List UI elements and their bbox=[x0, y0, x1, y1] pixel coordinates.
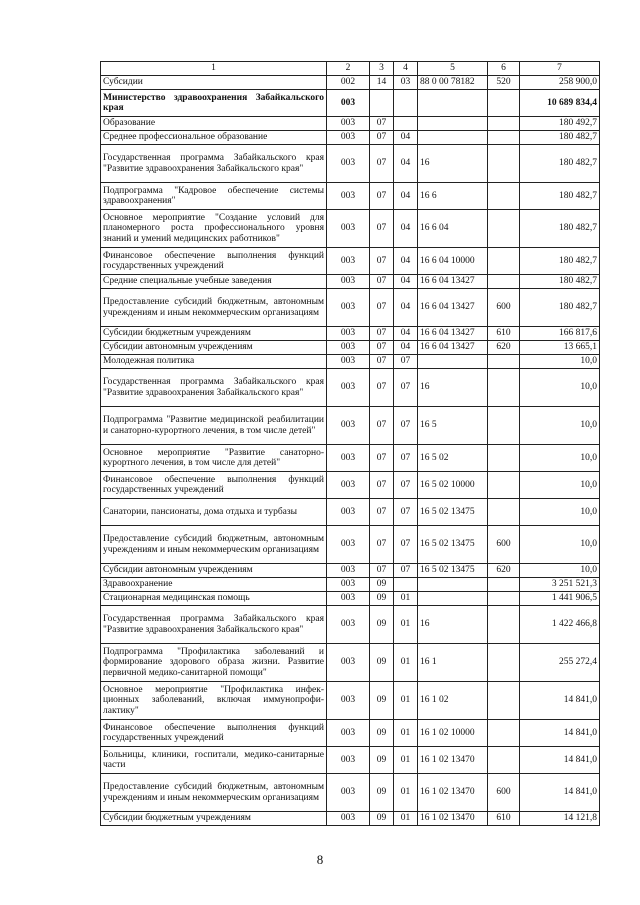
table-row bbox=[101, 289, 600, 327]
amount-cell: 10,0 bbox=[520, 407, 600, 445]
subsection-code-cell: 07 bbox=[394, 564, 418, 578]
table-row bbox=[101, 578, 600, 592]
admin-code-cell: 003 bbox=[327, 720, 370, 747]
amount-cell: 14 121,8 bbox=[520, 812, 600, 826]
expense-type-cell: 520 bbox=[488, 76, 520, 90]
target-article-cell: 16 5 bbox=[418, 407, 488, 445]
section-code-cell: 07 bbox=[370, 210, 394, 248]
admin-code-cell: 003 bbox=[327, 564, 370, 578]
section-code-cell: 07 bbox=[370, 117, 394, 131]
table-row bbox=[101, 472, 600, 499]
table-row bbox=[101, 183, 600, 210]
expense-type-cell bbox=[488, 747, 520, 774]
table-row bbox=[101, 720, 600, 747]
amount-cell: 10,0 bbox=[520, 564, 600, 578]
admin-code-cell: 003 bbox=[327, 327, 370, 341]
table-row bbox=[101, 131, 600, 145]
section-code-cell: 07 bbox=[370, 341, 394, 355]
table-row bbox=[101, 248, 600, 275]
item-name-cell: Здравоохранение bbox=[101, 578, 327, 592]
section-code-cell: 07 bbox=[370, 407, 394, 445]
section-code-cell: 07 bbox=[370, 564, 394, 578]
subsection-code-cell: 04 bbox=[394, 131, 418, 145]
target-article-cell: 16 6 bbox=[418, 183, 488, 210]
section-code-cell: 07 bbox=[370, 183, 394, 210]
table-row bbox=[101, 526, 600, 564]
amount-cell: 1 441 906,5 bbox=[520, 592, 600, 606]
item-name-cell: Подпрограмма "Профилактика заболеваний и формирование здорового образа жизни. Развитие первичной медико-санитарной помощи" bbox=[101, 644, 327, 682]
expense-type-cell bbox=[488, 592, 520, 606]
amount-cell: 180 482,7 bbox=[520, 131, 600, 145]
expense-type-cell bbox=[488, 682, 520, 720]
subsection-code-cell: 07 bbox=[394, 369, 418, 407]
target-article-cell: 16 1 02 bbox=[418, 682, 488, 720]
target-article-cell: 16 6 04 bbox=[418, 210, 488, 248]
admin-code-cell: 003 bbox=[327, 183, 370, 210]
item-name-cell: Финансовое обеспечение выполнения функций государственных учреждений bbox=[101, 248, 327, 275]
target-article-cell bbox=[418, 131, 488, 145]
section-code-cell: 09 bbox=[370, 592, 394, 606]
table-row bbox=[101, 369, 600, 407]
target-article-cell: 16 bbox=[418, 369, 488, 407]
admin-code-cell: 003 bbox=[327, 369, 370, 407]
item-name-cell: Предоставление субсидий бюджетным, автономным учреждениям и иным некоммерческим организациям bbox=[101, 774, 327, 812]
subsection-code-cell: 04 bbox=[394, 248, 418, 275]
section-code-cell: 07 bbox=[370, 369, 394, 407]
page-number: 8 bbox=[316, 852, 324, 867]
target-article-cell: 16 6 04 10000 bbox=[418, 248, 488, 275]
admin-code-cell: 003 bbox=[327, 248, 370, 275]
table-row bbox=[101, 145, 600, 183]
subsection-code-cell: 07 bbox=[394, 445, 418, 472]
target-article-cell bbox=[418, 578, 488, 592]
target-article-cell: 16 bbox=[418, 606, 488, 644]
amount-cell: 255 272,4 bbox=[520, 644, 600, 682]
expense-type-cell bbox=[488, 210, 520, 248]
section-code-cell: 07 bbox=[370, 289, 394, 327]
section-code-cell: 09 bbox=[370, 606, 394, 644]
table-row bbox=[101, 774, 600, 812]
table-row bbox=[101, 275, 600, 289]
subsection-code-cell: 01 bbox=[394, 644, 418, 682]
expense-type-cell bbox=[488, 117, 520, 131]
section-code-cell: 09 bbox=[370, 812, 394, 826]
expense-type-cell bbox=[488, 644, 520, 682]
header-cell: 4 bbox=[394, 62, 418, 76]
item-name-cell: Предоставление субсидий бюджетным, автономным учреждениям и иным некоммерческим организациям bbox=[101, 526, 327, 564]
section-code-cell: 07 bbox=[370, 131, 394, 145]
target-article-cell: 16 1 02 10000 bbox=[418, 720, 488, 747]
expense-type-cell: 600 bbox=[488, 289, 520, 327]
table-row bbox=[101, 117, 600, 131]
expense-type-cell bbox=[488, 369, 520, 407]
item-name-cell: Образование bbox=[101, 117, 327, 131]
item-name-cell: Предоставление субсидий бюджетным, автономным учреждениям и иным некоммерческим организациям bbox=[101, 289, 327, 327]
subsection-code-cell: 04 bbox=[394, 210, 418, 248]
item-name-cell: Государственная программа Забайкальского края "Развитие здравоохранения Забайкальского края" bbox=[101, 606, 327, 644]
item-name-cell: Основное мероприятие "Профилактика инфекционных заболеваний, включая иммунопрофилактику" bbox=[101, 682, 327, 720]
subsection-code-cell: 07 bbox=[394, 407, 418, 445]
table-row bbox=[101, 499, 600, 526]
admin-code-cell: 003 bbox=[327, 90, 370, 117]
expense-type-cell bbox=[488, 578, 520, 592]
target-article-cell: 16 5 02 bbox=[418, 445, 488, 472]
amount-cell: 180 492,7 bbox=[520, 117, 600, 131]
subsection-code-cell bbox=[394, 578, 418, 592]
amount-cell: 3 251 521,3 bbox=[520, 578, 600, 592]
expense-type-cell: 600 bbox=[488, 774, 520, 812]
admin-code-cell: 003 bbox=[327, 355, 370, 369]
amount-cell: 10,0 bbox=[520, 369, 600, 407]
expense-type-cell: 610 bbox=[488, 812, 520, 826]
admin-code-cell: 003 bbox=[327, 578, 370, 592]
subsection-code-cell bbox=[394, 90, 418, 117]
admin-code-cell: 003 bbox=[327, 341, 370, 355]
expense-type-cell bbox=[488, 145, 520, 183]
item-name-cell: Министерство здравоохранения Забайкальского края bbox=[101, 90, 327, 117]
subsection-code-cell: 01 bbox=[394, 682, 418, 720]
item-name-cell: Субсидии bbox=[101, 76, 327, 90]
item-name-cell: Среднее профессиональное образование bbox=[101, 131, 327, 145]
table-row bbox=[101, 210, 600, 248]
admin-code-cell: 003 bbox=[327, 747, 370, 774]
table-row bbox=[101, 407, 600, 445]
header-cell: 5 bbox=[418, 62, 488, 76]
amount-cell: 180 482,7 bbox=[520, 289, 600, 327]
amount-cell: 10 689 834,4 bbox=[520, 90, 600, 117]
amount-cell: 166 817,6 bbox=[520, 327, 600, 341]
header-cell: 1 bbox=[101, 62, 327, 76]
admin-code-cell: 003 bbox=[327, 682, 370, 720]
item-name-cell: Молодежная политика bbox=[101, 355, 327, 369]
section-code-cell: 09 bbox=[370, 747, 394, 774]
header-row bbox=[101, 62, 600, 76]
table-row bbox=[101, 747, 600, 774]
target-article-cell bbox=[418, 355, 488, 369]
item-name-cell: Больницы, клиники, госпитали, медико-санитарные части bbox=[101, 747, 327, 774]
amount-cell: 10,0 bbox=[520, 472, 600, 499]
budget-table bbox=[100, 61, 600, 826]
section-code-cell: 07 bbox=[370, 355, 394, 369]
subsection-code-cell: 07 bbox=[394, 499, 418, 526]
admin-code-cell: 003 bbox=[327, 644, 370, 682]
expense-type-cell bbox=[488, 499, 520, 526]
item-name-cell: Субсидии бюджетным учреждениям bbox=[101, 812, 327, 826]
amount-cell: 180 482,7 bbox=[520, 210, 600, 248]
expense-type-cell bbox=[488, 720, 520, 747]
expense-type-cell: 610 bbox=[488, 327, 520, 341]
expense-type-cell bbox=[488, 131, 520, 145]
table-row bbox=[101, 445, 600, 472]
table-row bbox=[101, 644, 600, 682]
header-cell: 2 bbox=[327, 62, 370, 76]
subsection-code-cell: 04 bbox=[394, 275, 418, 289]
expense-type-cell bbox=[488, 90, 520, 117]
table-row bbox=[101, 606, 600, 644]
admin-code-cell: 003 bbox=[327, 606, 370, 644]
subsection-code-cell bbox=[394, 117, 418, 131]
section-code-cell: 07 bbox=[370, 145, 394, 183]
section-code-cell: 07 bbox=[370, 248, 394, 275]
subsection-code-cell: 07 bbox=[394, 355, 418, 369]
subsection-code-cell: 04 bbox=[394, 183, 418, 210]
admin-code-cell: 003 bbox=[327, 131, 370, 145]
expense-type-cell: 620 bbox=[488, 341, 520, 355]
subsection-code-cell: 01 bbox=[394, 606, 418, 644]
subsection-code-cell: 01 bbox=[394, 747, 418, 774]
header-cell: 3 bbox=[370, 62, 394, 76]
admin-code-cell: 003 bbox=[327, 289, 370, 327]
amount-cell: 14 841,0 bbox=[520, 682, 600, 720]
section-code-cell: 09 bbox=[370, 774, 394, 812]
subsection-code-cell: 03 bbox=[394, 76, 418, 90]
amount-cell: 180 482,7 bbox=[520, 183, 600, 210]
subsection-code-cell: 01 bbox=[394, 592, 418, 606]
amount-cell: 14 841,0 bbox=[520, 747, 600, 774]
target-article-cell: 16 6 04 13427 bbox=[418, 289, 488, 327]
table-row bbox=[101, 76, 600, 90]
item-name-cell: Подпрограмма "Развитие медицинской реабилитации и санаторно-курортного лечения, в том числе детей" bbox=[101, 407, 327, 445]
expense-type-cell bbox=[488, 445, 520, 472]
table-row bbox=[101, 812, 600, 826]
expense-type-cell bbox=[488, 355, 520, 369]
item-name-cell: Субсидии автономным учреждениям bbox=[101, 564, 327, 578]
target-article-cell: 16 6 04 13427 bbox=[418, 341, 488, 355]
target-article-cell: 88 0 00 78182 bbox=[418, 76, 488, 90]
item-name-cell: Средние специальные учебные заведения bbox=[101, 275, 327, 289]
subsection-code-cell: 07 bbox=[394, 472, 418, 499]
subsection-code-cell: 04 bbox=[394, 341, 418, 355]
item-name-cell: Подпрограмма "Кадровое обеспечение системы здравоохранения" bbox=[101, 183, 327, 210]
section-code-cell: 09 bbox=[370, 644, 394, 682]
item-name-cell: Основное мероприятие "Развитие санаторно-курортного лечения, в том числе для детей" bbox=[101, 445, 327, 472]
table-row bbox=[101, 355, 600, 369]
section-code-cell: 09 bbox=[370, 682, 394, 720]
admin-code-cell: 003 bbox=[327, 210, 370, 248]
admin-code-cell: 003 bbox=[327, 499, 370, 526]
subsection-code-cell: 07 bbox=[394, 526, 418, 564]
section-code-cell: 07 bbox=[370, 445, 394, 472]
amount-cell: 258 900,0 bbox=[520, 76, 600, 90]
amount-cell: 10,0 bbox=[520, 526, 600, 564]
table-row bbox=[101, 327, 600, 341]
table-row bbox=[101, 682, 600, 720]
expense-type-cell bbox=[488, 472, 520, 499]
target-article-cell: 16 6 04 13427 bbox=[418, 275, 488, 289]
amount-cell: 10,0 bbox=[520, 445, 600, 472]
section-code-cell: 07 bbox=[370, 526, 394, 564]
amount-cell: 10,0 bbox=[520, 499, 600, 526]
target-article-cell bbox=[418, 117, 488, 131]
target-article-cell: 16 1 02 13470 bbox=[418, 812, 488, 826]
item-name-cell: Государственная программа Забайкальского края "Развитие здравоохранения Забайкальского края" bbox=[101, 369, 327, 407]
subsection-code-cell: 04 bbox=[394, 327, 418, 341]
amount-cell: 10,0 bbox=[520, 355, 600, 369]
table-row bbox=[101, 564, 600, 578]
expense-type-cell bbox=[488, 606, 520, 644]
admin-code-cell: 002 bbox=[327, 76, 370, 90]
amount-cell: 14 841,0 bbox=[520, 774, 600, 812]
admin-code-cell: 003 bbox=[327, 407, 370, 445]
section-code-cell: 14 bbox=[370, 76, 394, 90]
target-article-cell: 16 5 02 10000 bbox=[418, 472, 488, 499]
section-code-cell: 07 bbox=[370, 275, 394, 289]
target-article-cell bbox=[418, 90, 488, 117]
item-name-cell: Основное мероприятие "Создание условий для планомерного роста профессионального уровня знаний и умений медицинских работников" bbox=[101, 210, 327, 248]
admin-code-cell: 003 bbox=[327, 774, 370, 812]
target-article-cell bbox=[418, 592, 488, 606]
subsection-code-cell: 04 bbox=[394, 145, 418, 183]
target-article-cell: 16 1 02 13470 bbox=[418, 747, 488, 774]
expense-type-cell bbox=[488, 248, 520, 275]
expense-type-cell: 620 bbox=[488, 564, 520, 578]
item-name-cell: Субсидии бюджетным учреждениям bbox=[101, 327, 327, 341]
amount-cell: 13 665,1 bbox=[520, 341, 600, 355]
target-article-cell: 16 1 02 13470 bbox=[418, 774, 488, 812]
admin-code-cell: 003 bbox=[327, 445, 370, 472]
header-cell: 7 bbox=[520, 62, 600, 76]
item-name-cell: Финансовое обеспечение выполнения функций государственных учреждений bbox=[101, 720, 327, 747]
admin-code-cell: 003 bbox=[327, 472, 370, 499]
admin-code-cell: 003 bbox=[327, 592, 370, 606]
target-article-cell: 16 bbox=[418, 145, 488, 183]
section-code-cell: 07 bbox=[370, 472, 394, 499]
table-row bbox=[101, 341, 600, 355]
admin-code-cell: 003 bbox=[327, 117, 370, 131]
section-code-cell: 07 bbox=[370, 327, 394, 341]
admin-code-cell: 003 bbox=[327, 275, 370, 289]
expense-type-cell bbox=[488, 183, 520, 210]
table-row bbox=[101, 90, 600, 117]
table-row bbox=[101, 592, 600, 606]
subsection-code-cell: 01 bbox=[394, 774, 418, 812]
target-article-cell: 16 5 02 13475 bbox=[418, 564, 488, 578]
admin-code-cell: 003 bbox=[327, 812, 370, 826]
expense-type-cell bbox=[488, 275, 520, 289]
admin-code-cell: 003 bbox=[327, 145, 370, 183]
subsection-code-cell: 01 bbox=[394, 812, 418, 826]
target-article-cell: 16 5 02 13475 bbox=[418, 526, 488, 564]
amount-cell: 1 422 466,8 bbox=[520, 606, 600, 644]
item-name-cell: Санатории, пансионаты, дома отдыха и турбазы bbox=[101, 499, 327, 526]
expense-type-cell bbox=[488, 407, 520, 445]
target-article-cell: 16 1 bbox=[418, 644, 488, 682]
amount-cell: 14 841,0 bbox=[520, 720, 600, 747]
section-code-cell bbox=[370, 90, 394, 117]
amount-cell: 180 482,7 bbox=[520, 248, 600, 275]
amount-cell: 180 482,7 bbox=[520, 145, 600, 183]
section-code-cell: 09 bbox=[370, 578, 394, 592]
section-code-cell: 07 bbox=[370, 499, 394, 526]
target-article-cell: 16 5 02 13475 bbox=[418, 499, 488, 526]
expense-type-cell: 600 bbox=[488, 526, 520, 564]
amount-cell: 180 482,7 bbox=[520, 275, 600, 289]
admin-code-cell: 003 bbox=[327, 526, 370, 564]
item-name-cell: Финансовое обеспечение выполнения функций государственных учреждений bbox=[101, 472, 327, 499]
item-name-cell: Государственная программа Забайкальского края "Развитие здравоохранения Забайкальского края" bbox=[101, 145, 327, 183]
header-cell: 6 bbox=[488, 62, 520, 76]
subsection-code-cell: 01 bbox=[394, 720, 418, 747]
target-article-cell: 16 6 04 13427 bbox=[418, 327, 488, 341]
item-name-cell: Субсидии автономным учреждениям bbox=[101, 341, 327, 355]
item-name-cell: Стационарная медицинская помощь bbox=[101, 592, 327, 606]
subsection-code-cell: 04 bbox=[394, 289, 418, 327]
section-code-cell: 09 bbox=[370, 720, 394, 747]
